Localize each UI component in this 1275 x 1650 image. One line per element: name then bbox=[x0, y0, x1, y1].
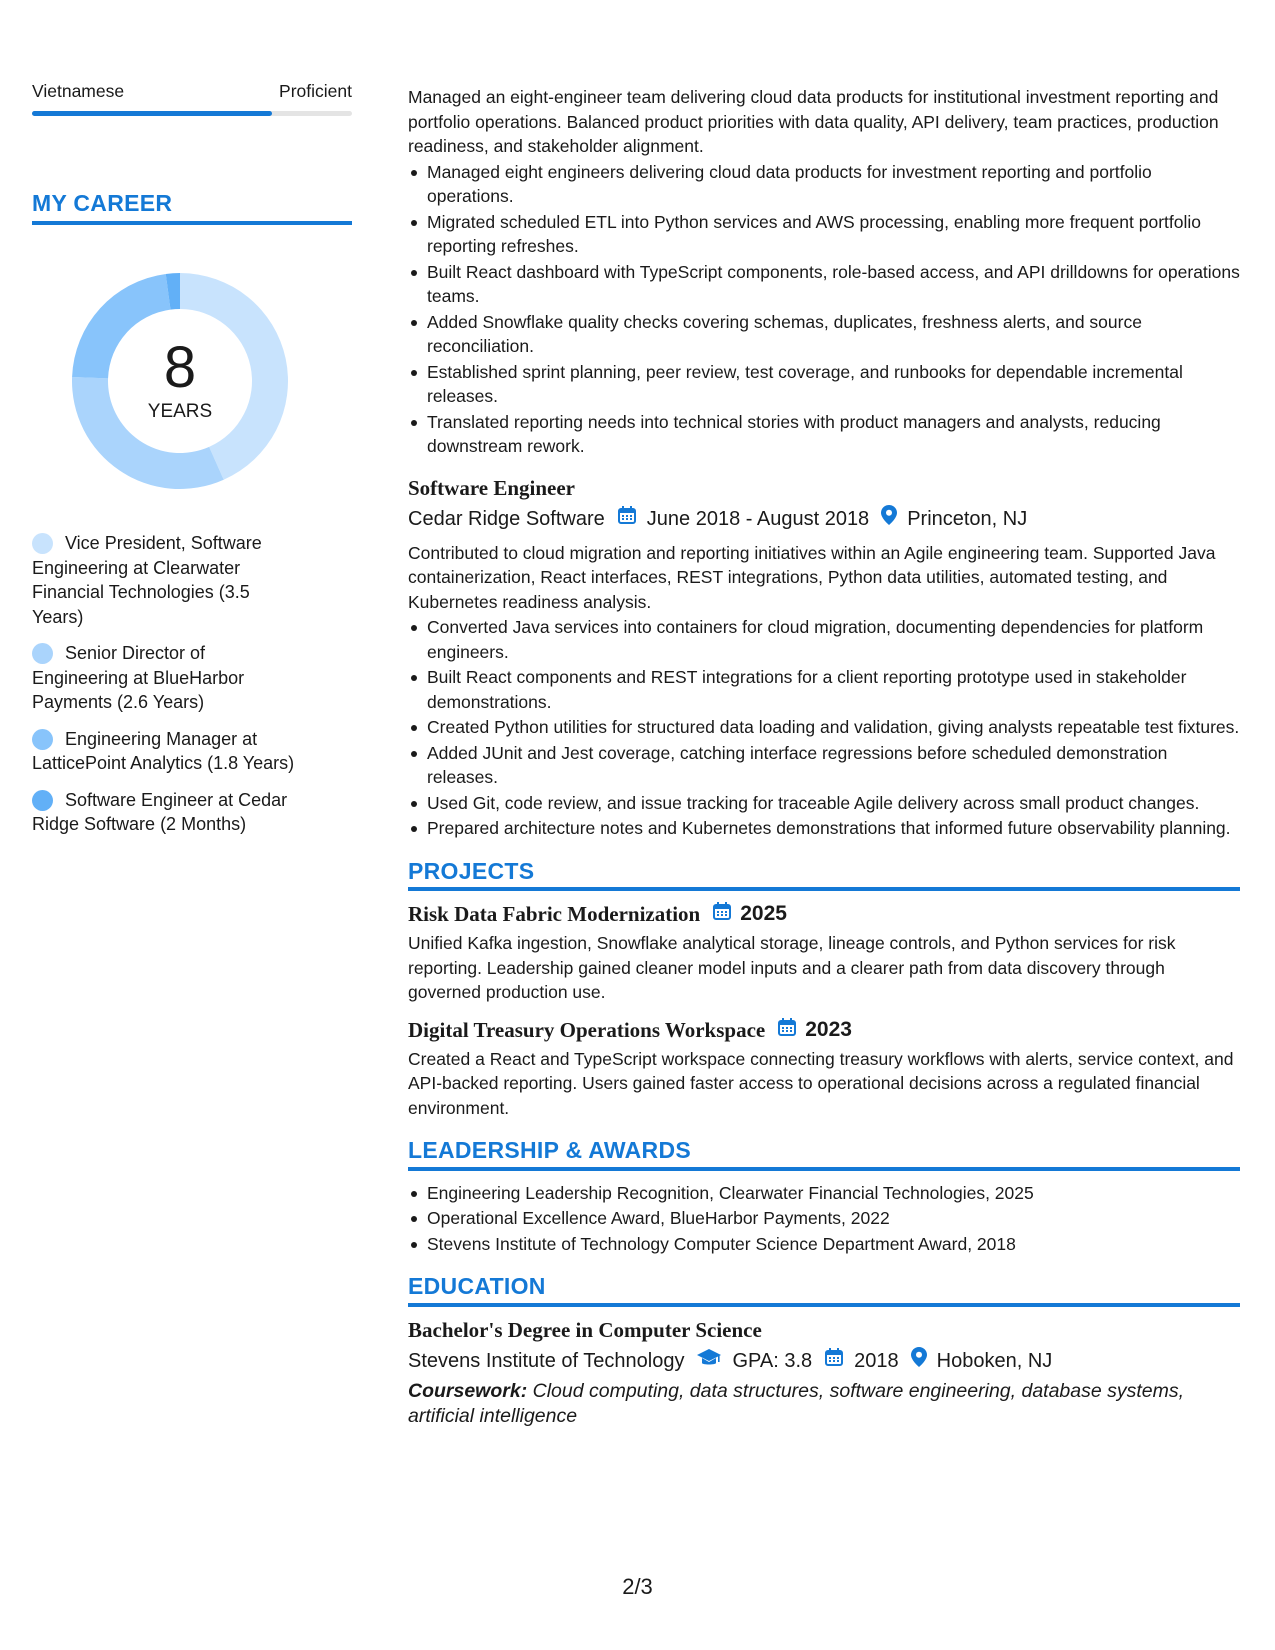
award-item-text: Stevens Institute of Technology Computer Science Department Award, 2018 bbox=[427, 1233, 1016, 1254]
bullet-dot bbox=[411, 1216, 417, 1222]
project-year: 2023 bbox=[805, 1017, 852, 1041]
award-item bbox=[408, 1181, 1240, 1206]
job-meta bbox=[408, 505, 1240, 533]
job-bullet-text: Built React dashboard with TypeScript components, role-based access, and API drilldowns for operations teams. bbox=[427, 261, 1240, 306]
education-meta bbox=[408, 1347, 1240, 1375]
career-legend-item bbox=[14, 788, 297, 837]
job-location: Princeton, NJ bbox=[907, 507, 1028, 530]
education-year: 2018 bbox=[854, 1349, 899, 1372]
education-gpa: GPA: 3.8 bbox=[732, 1349, 813, 1372]
bullet-dot bbox=[411, 675, 417, 681]
career-legend-item bbox=[14, 531, 297, 629]
language-level: Proficient bbox=[279, 81, 352, 101]
career-heading: MY CAREER bbox=[32, 190, 352, 225]
education-heading: EDUCATION bbox=[408, 1274, 1240, 1307]
legend-color-dot bbox=[32, 729, 53, 750]
donut-center bbox=[66, 267, 294, 495]
job-bullet bbox=[408, 715, 1240, 740]
job-bullet-text: Created Python utilities for structured data loading and validation, giving analysts repeatable test fixtures. bbox=[427, 717, 1240, 737]
career-legend-item bbox=[14, 641, 297, 715]
project-item bbox=[408, 1017, 1240, 1121]
legend-label: Vice President, Software Engineering at Clearwater Financial Technologies (3.5 Years) bbox=[32, 533, 262, 627]
job-bullet bbox=[408, 160, 1240, 209]
location-pin-icon bbox=[911, 1347, 927, 1375]
language-row bbox=[32, 80, 352, 102]
job-bullet-text: Built React components and REST integrations for a client reporting prototype used in stakeholder demonstrations. bbox=[427, 667, 1187, 712]
project-item bbox=[408, 901, 1240, 1005]
job-summary: Managed an eight-engineer team delivering cloud data products for institutional investment reporting and portfolio operations. Balanced product priorities with data quality, API delivery, team practices, production readiness, and stakeholder alignment. bbox=[408, 87, 1219, 156]
job-bullet bbox=[408, 615, 1240, 664]
award-item bbox=[408, 1206, 1240, 1231]
job-title: Software Engineer bbox=[408, 475, 576, 500]
bullet-dot bbox=[411, 1242, 417, 1248]
job-bullet bbox=[408, 260, 1240, 309]
job-bullet-text: Converted Java services into containers for cloud migration, documenting dependencies for platform engineers. bbox=[427, 617, 1204, 662]
bullet-dot bbox=[411, 801, 417, 807]
awards-heading: LEADERSHIP & AWARDS bbox=[408, 1138, 1240, 1171]
main-content bbox=[408, 85, 1240, 1429]
awards-list bbox=[408, 1181, 1240, 1257]
legend-label: Software Engineer at Cedar Ridge Software (2 Months) bbox=[32, 789, 288, 834]
job-bullet bbox=[408, 310, 1240, 359]
job-bullet bbox=[408, 360, 1240, 409]
education-degree: Bachelor's Degree in Computer Science bbox=[408, 1317, 762, 1342]
bullet-dot bbox=[411, 826, 417, 832]
legend-label: Senior Director of Engineering at BlueHarbor Payments (2.6 Years) bbox=[32, 643, 245, 712]
bullet-dot bbox=[411, 725, 417, 731]
calendar-icon bbox=[712, 901, 732, 927]
job-bullet bbox=[408, 410, 1240, 459]
job-summary: Contributed to cloud migration and reporting initiatives within an Agile engineering team. Supported Java containerization, React interfaces, REST integrations, Python data utilities, automated testing, and Kubernetes readiness analysis. bbox=[408, 542, 1216, 612]
job-bullet-text: Prepared architecture notes and Kubernetes demonstrations that informed future observability planning. bbox=[427, 818, 1231, 838]
coursework-label: Coursework: bbox=[408, 1379, 528, 1402]
job-bullet bbox=[408, 741, 1240, 790]
education-location: Hoboken, NJ bbox=[936, 1349, 1053, 1372]
job-company: Cedar Ridge Software bbox=[408, 507, 605, 530]
job-bullet-text: Added JUnit and Jest coverage, catching interface regressions before scheduled demonstration releases. bbox=[427, 742, 1168, 787]
project-title: Digital Treasury Operations Workspace bbox=[408, 1017, 766, 1042]
job-bullet bbox=[408, 210, 1240, 259]
job-dates: June 2018 - August 2018 bbox=[646, 507, 870, 530]
projects-heading: PROJECTS bbox=[408, 859, 1240, 892]
bullet-dot bbox=[411, 751, 417, 757]
bullet-dot bbox=[411, 420, 417, 426]
award-item-text: Operational Excellence Award, BlueHarbor Payments, 2022 bbox=[427, 1208, 890, 1228]
language-proficiency-fill bbox=[32, 111, 272, 116]
bullet-dot bbox=[411, 370, 417, 376]
job-bullet-text: Managed eight engineers delivering cloud data products for investment reporting and portfolio operations. bbox=[427, 161, 1152, 206]
job-bullet bbox=[408, 791, 1240, 816]
job-bullets bbox=[408, 160, 1240, 459]
career-donut-chart bbox=[66, 267, 294, 495]
legend-color-dot bbox=[32, 790, 53, 811]
career-total-unit: YEARS bbox=[147, 401, 213, 422]
job-bullet bbox=[408, 816, 1240, 841]
project-header bbox=[408, 1017, 1240, 1043]
job-bullets bbox=[408, 615, 1240, 841]
sidebar bbox=[32, 80, 352, 849]
graduation-cap-icon bbox=[696, 1347, 722, 1375]
location-pin-icon bbox=[881, 505, 897, 533]
job-bullet-text: Translated reporting needs into technical stories with product managers and analysts, reducing downstream rework. bbox=[427, 411, 1161, 456]
page-number: 2/3 bbox=[622, 1574, 653, 1599]
project-year: 2025 bbox=[740, 902, 787, 925]
legend-color-dot bbox=[32, 643, 53, 664]
calendar-icon bbox=[824, 1347, 844, 1375]
education-coursework bbox=[408, 1379, 1240, 1429]
bullet-dot bbox=[411, 270, 417, 276]
legend-color-dot bbox=[32, 533, 53, 554]
job-bullet bbox=[408, 665, 1240, 714]
career-legend-item bbox=[14, 727, 297, 776]
bullet-dot bbox=[411, 170, 417, 176]
project-description: Created a React and TypeScript workspace connecting treasury workflows with alerts, service context, and API-backed reporting. Users gained faster access to operational decisions across a regulated financial environment. bbox=[408, 1048, 1234, 1118]
award-item-text: Engineering Leadership Recognition, Clearwater Financial Technologies, 2025 bbox=[427, 1182, 1034, 1203]
career-legend bbox=[32, 531, 297, 837]
project-description: Unified Kafka ingestion, Snowflake analytical storage, lineage controls, and Python services for risk reporting. Leadership gained cleaner model inputs and a clearer path from data discovery through governed production use. bbox=[408, 933, 1176, 1002]
job-bullet-text: Added Snowflake quality checks covering schemas, duplicates, freshness alerts, and source reconciliation. bbox=[427, 311, 1142, 356]
project-header bbox=[408, 901, 1240, 927]
bullet-dot bbox=[411, 625, 417, 631]
calendar-icon bbox=[777, 1017, 797, 1043]
legend-label: Engineering Manager at LatticePoint Analytics (1.8 Years) bbox=[32, 728, 295, 773]
coursework-text: Cloud computing, data structures, software engineering, database systems, artificial intelligence bbox=[408, 1379, 1185, 1427]
bullet-dot bbox=[411, 220, 417, 226]
project-title: Risk Data Fabric Modernization bbox=[408, 902, 701, 926]
education-school: Stevens Institute of Technology bbox=[408, 1349, 685, 1372]
bullet-dot bbox=[411, 1191, 417, 1197]
language-name: Vietnamese bbox=[32, 81, 125, 101]
language-proficiency-bar bbox=[32, 111, 352, 116]
calendar-icon bbox=[617, 505, 637, 533]
job-bullet-text: Migrated scheduled ETL into Python services and AWS processing, enabling more frequent portfolio reporting refreshes. bbox=[427, 211, 1201, 256]
job-bullet-text: Used Git, code review, and issue tracking for traceable Agile delivery across small product changes. bbox=[427, 792, 1200, 813]
bullet-dot bbox=[411, 320, 417, 326]
job-bullet-text: Established sprint planning, peer review, test coverage, and runbooks for dependable incremental releases. bbox=[427, 361, 1183, 406]
career-total-number: 8 bbox=[163, 335, 197, 400]
award-item bbox=[408, 1232, 1240, 1257]
